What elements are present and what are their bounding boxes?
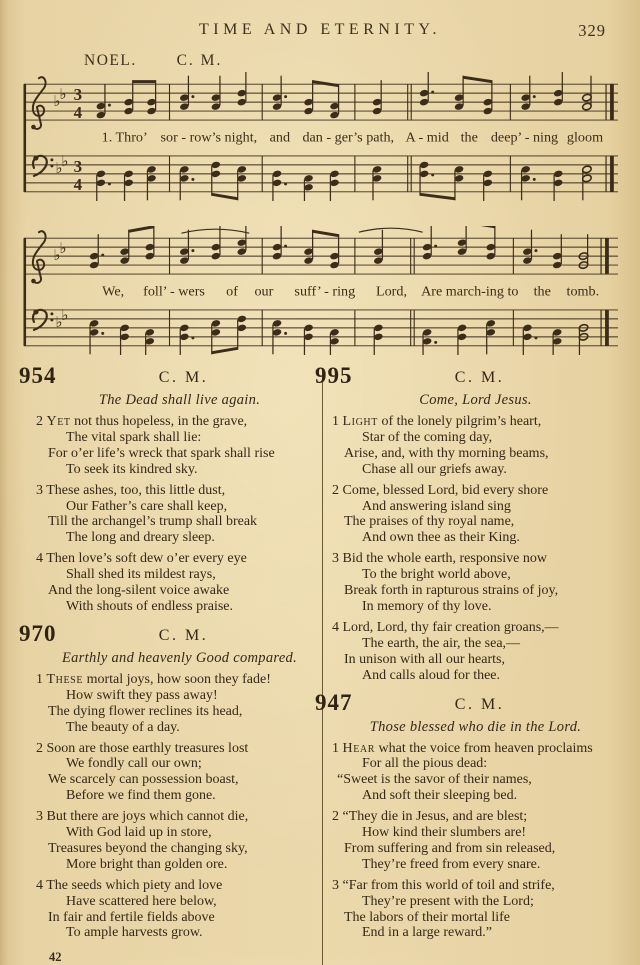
verse-line: In unison with all our hearts, [344, 651, 505, 667]
verse-line: In fair and fertile fields above [48, 909, 215, 925]
hymn-text-columns [19, 363, 620, 965]
verse-line: More bright than golden ore. [66, 856, 228, 872]
hymn-verses [36, 414, 317, 615]
hymn-meter: C. M. [158, 369, 209, 386]
lyric-syllable: deep’ - ning [490, 129, 559, 146]
verse [332, 878, 613, 942]
verse [332, 551, 613, 615]
verse-line: The vital spark shall lie: [66, 429, 202, 445]
verse-line: And calls aloud for thee. [362, 667, 501, 683]
verse-line: With God laid up in store, [66, 825, 212, 841]
verse [332, 620, 613, 684]
verse-line: Treasures beyond the changing sky, [48, 840, 248, 856]
verse-line: 4 Lord, Lord, thy fair creation groans,— [332, 619, 559, 635]
lead-word: Light [342, 414, 378, 429]
verse-line: 3 “Far from this world of toil and strife, [332, 877, 555, 893]
lyric-syllable: and [269, 129, 291, 146]
hymn-subtitle: Come, Lord Jesus. [419, 392, 532, 408]
verse-line: And answering island sing [362, 498, 511, 514]
lyric-syllable: of [226, 283, 238, 300]
lyric-syllable: gloom [566, 129, 604, 146]
lyric-syllable: 1. Thro’ [101, 129, 148, 146]
verse-line: 4 The seeds which piety and love [36, 877, 223, 893]
verse-line: From suffering and from sin released, [344, 840, 556, 856]
hymn-number: 995 [315, 363, 353, 388]
verse-line: Our Father’s care shall keep, [66, 498, 228, 514]
verse-line: They’re present with the Lord; [362, 893, 534, 909]
hymn-subtitle: The Dead shall live again. [98, 392, 261, 408]
verse [36, 672, 317, 736]
lyric-syllable: sor - row’s night, [160, 129, 258, 146]
lyric-syllable: dan - ger’s path, [302, 129, 395, 146]
hymn-verses [332, 741, 613, 942]
verse [332, 809, 613, 873]
hymn-meter: C. M. [454, 369, 505, 386]
svg-text:♭: ♭ [55, 158, 63, 177]
hymn-995 [315, 363, 613, 684]
verse-line: And the long-silent voice awake [48, 583, 230, 599]
hymn-number: 954 [19, 363, 57, 388]
hymn-number: 970 [19, 620, 57, 646]
left-column [19, 363, 317, 965]
lyric-syllable: foll’ - wers [143, 283, 205, 300]
hymn-subtitle: Earthly and heavenly Good compared. [61, 649, 298, 666]
verse-line: They’re freed from every snare. [362, 856, 541, 872]
verse [36, 878, 317, 942]
verse-line: Till the archangel’s trump shall break [48, 514, 258, 530]
lyric-syllable: the [460, 129, 478, 146]
verse-line: End in a large reward.” [362, 925, 492, 941]
hymn-947 [315, 689, 613, 942]
verse-line: The dying flower reclines its head, [48, 703, 243, 719]
lead-word: Yet [46, 414, 71, 429]
verse-line: The labors of their mortal life [344, 909, 510, 925]
music-score [20, 226, 622, 355]
verse-line: 2 Yet not thus hopeless, in the grave, [36, 414, 248, 429]
hymn-verses [332, 414, 613, 684]
verse-line: Shall shed its mildest rays, [66, 567, 216, 583]
verse-line: We scarcely can possession boast, [48, 772, 239, 788]
signature-mark: 42 [49, 950, 62, 965]
verse-line: And soft their sleeping bed. [362, 788, 518, 804]
verse-line: 4 Then love’s soft dew o’er every eye [36, 551, 247, 567]
svg-text:♭: ♭ [59, 85, 67, 104]
lyric-syllable: tomb. [566, 283, 600, 300]
verse [36, 414, 317, 478]
verse-line: 2 “They die in Jesus, and are blest; [332, 809, 528, 825]
svg-text:3: 3 [73, 156, 83, 176]
svg-text:♭: ♭ [53, 92, 61, 111]
svg-text:♭: ♭ [59, 239, 67, 258]
verse-line: 3 These ashes, too, this little dust, [36, 482, 226, 498]
hymn-number: 947 [315, 689, 353, 715]
hymn-head [19, 363, 317, 391]
verse-line: The long and dreary sleep. [66, 530, 215, 546]
verse-line: 3 Bid the whole earth, responsive now [332, 551, 548, 567]
verse [36, 741, 317, 805]
verse-line: Break forth in rapturous strains of joy, [344, 583, 559, 599]
tune-meter: C. M. [176, 52, 223, 69]
svg-text:3: 3 [73, 85, 83, 105]
svg-text:♭: ♭ [55, 312, 63, 331]
verse-line: The praises of thy royal name, [344, 514, 515, 530]
lyric-syllable: suff’ - ring [294, 283, 356, 300]
column-divider-rule [322, 370, 323, 965]
hymn-head [19, 620, 317, 649]
verse-line: Star of the coming day, [362, 429, 493, 445]
verse-line: Arise, and, with thy morning beams, [344, 445, 549, 461]
verse [36, 809, 317, 873]
verse-line: “Sweet is the savor of their names, [337, 772, 532, 788]
lyric-syllable: We, [102, 283, 125, 300]
verse [332, 414, 613, 478]
verse [36, 483, 317, 547]
lyric-syllable: our [254, 283, 274, 300]
verse-line: 3 But there are joys which cannot die, [36, 809, 249, 825]
verse-line: With shouts of endless praise. [66, 598, 234, 614]
music-score [20, 72, 622, 201]
svg-text:♭: ♭ [61, 151, 69, 170]
verse-line: To the bright world above, [362, 567, 511, 583]
verse-line: In memory of thy love. [362, 598, 492, 614]
lead-word: Hear [342, 740, 376, 756]
hymn-subtitle: Those blessed who die in the Lord. [369, 718, 582, 735]
verse-line: 1 Hear what the voice from heaven proclaims [332, 740, 593, 756]
page-number: 329 [578, 21, 606, 40]
hymn-head [315, 689, 613, 718]
verse-line: To ample harvests grow. [66, 925, 203, 941]
verse-line: Chase all our griefs away. [362, 461, 507, 477]
hymn-verses [36, 672, 317, 942]
music-system-1 [20, 72, 622, 201]
verse-line: Have scattered here below, [66, 893, 217, 909]
verse [332, 741, 613, 805]
lyric-syllable: Lord, [375, 283, 408, 300]
hymn-meter: C. M. [158, 626, 209, 644]
tune-line [84, 52, 640, 70]
verse-line: For all the pious dead: [362, 756, 488, 772]
hymn-954 [19, 363, 317, 615]
svg-text:♭: ♭ [61, 305, 69, 324]
verse-line: 2 Soon are those earthly treasures lost [36, 740, 249, 756]
verse-line: 1 Light of the lonely pilgrim’s heart, [332, 414, 542, 429]
verse [36, 551, 317, 615]
right-column [315, 363, 613, 965]
tune-name: NOEL. [84, 52, 137, 69]
hymn-970 [19, 620, 317, 942]
verse-line: The beauty of a day. [66, 719, 180, 735]
verse-line: For o’er life’s wreck that spark shall rise [48, 445, 275, 461]
music-system-2 [20, 226, 622, 355]
verse-line: 2 Come, blessed Lord, bid every shore [332, 482, 549, 498]
svg-text:4: 4 [73, 103, 83, 123]
lyric-syllable: A - mid [405, 129, 449, 146]
lyric-syllable: Are march-ing to [421, 283, 519, 300]
hymn-meter: C. M. [454, 695, 505, 713]
svg-text:4: 4 [73, 174, 83, 194]
verse [332, 483, 613, 547]
hymn-head [315, 363, 613, 391]
page-title: TIME AND ETERNITY. [198, 21, 442, 38]
verse-line: Before we find them gone. [66, 788, 216, 804]
verse-line: We fondly call our own; [66, 756, 202, 772]
verse-line: And own thee as their King. [362, 530, 520, 546]
verse-line: How kind their slumbers are! [362, 825, 527, 841]
verse-line: To seek its kindred sky. [66, 461, 198, 477]
lyric-syllable: the [533, 283, 551, 300]
verse-line: The earth, the air, the sea,— [362, 635, 521, 651]
verse-line: 1 These mortal joys, how soon they fade! [36, 671, 271, 687]
running-head [0, 0, 640, 39]
verse-line: How swift they pass away! [66, 687, 218, 703]
svg-text:♭: ♭ [53, 246, 61, 265]
lead-word: These [46, 671, 84, 687]
